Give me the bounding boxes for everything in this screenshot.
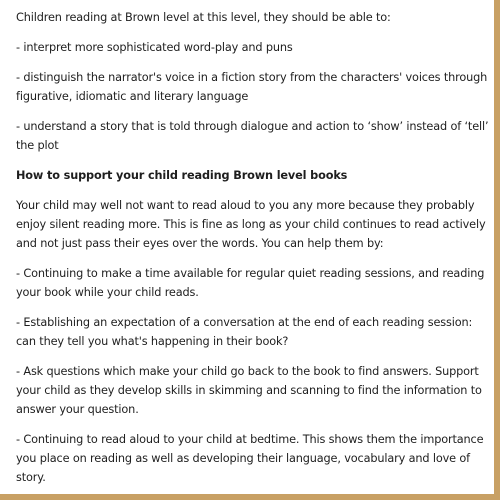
tip-item: - Establishing an expectation of a conversation at the end of each reading session: can they tell you what's happening in their book?	[16, 316, 473, 348]
support-heading: How to support your child reading Brown level books	[16, 169, 348, 182]
reading-guide-content	[16, 8, 490, 498]
ability-item: - interpret more sophisticated word-play and puns	[16, 41, 293, 54]
support-intro-text: Your child may well not want to read aloud to you any more because they probably enjoy silent reading more. This is fine as long as your child continues to read actively and not just pass their eyes over the words. You can help them by:	[16, 199, 486, 250]
ability-item: - understand a story that is told through dialogue and action to ‘show’ instead of ‘tell’ the plot	[16, 120, 489, 152]
tip-item: - Continuing to make a time available for regular quiet reading sessions, and reading your book while your child reads.	[16, 267, 485, 299]
tip-item: - Continuing to read aloud to your child at bedtime. This shows them the importance you place on reading as well as developing their language, vocabulary and love of story.	[16, 433, 484, 484]
intro-text: Children reading at Brown level at this level, they should be able to:	[16, 11, 391, 24]
ability-item: - distinguish the narrator's voice in a fiction story from the characters' voices through figurative, idiomatic and literary language	[16, 71, 488, 103]
tip-item: - Ask questions which make your child go back to the book to find answers. Support your child as they develop skills in skimming and scanning to find the information to answer your question.	[16, 365, 482, 416]
